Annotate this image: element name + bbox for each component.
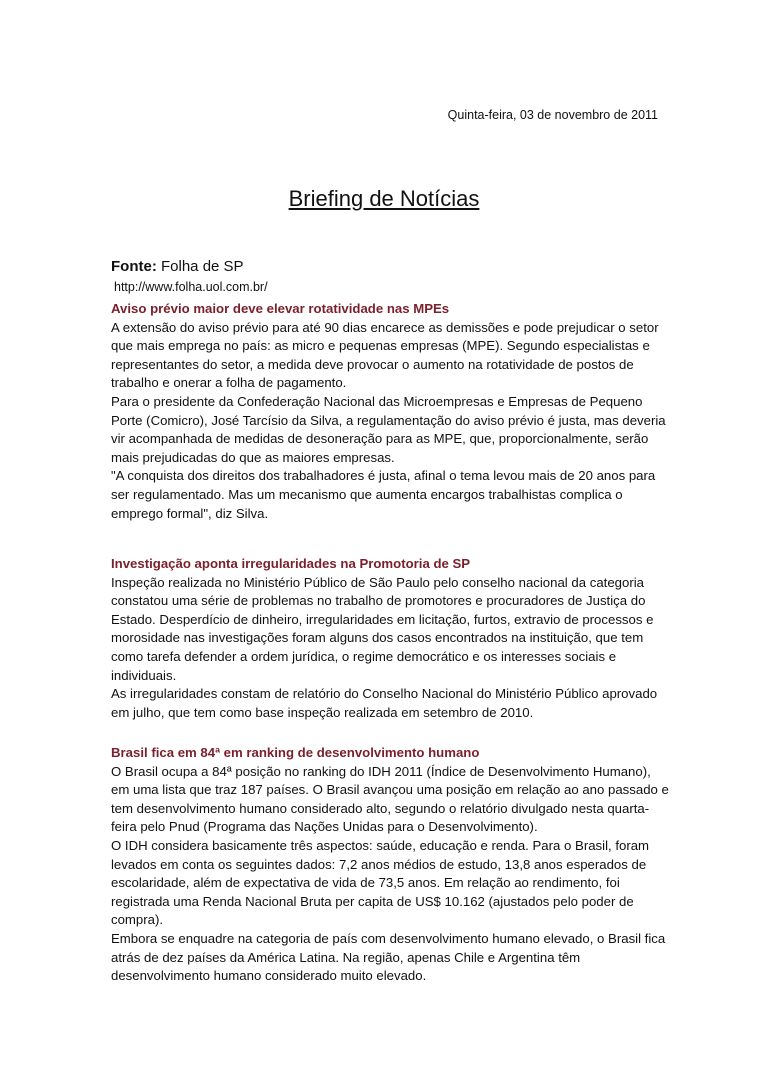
article-line: Para o presidente da Confederação Nacional das Microempresas e Empresas de Pequeno — [111, 393, 643, 409]
article-line: Porte (Comicro), José Tarcísio da Silva, a regulamentação do aviso prévio é justa, mas deveria — [111, 412, 666, 428]
article-line: registrada uma Renda Nacional Bruta per capita de US$ 10.162 (ajustados pelo poder de — [111, 893, 634, 909]
article-headline: Brasil fica em 84ª em ranking de desenvolvimento humano — [111, 745, 480, 760]
article-line: O IDH considera basicamente três aspectos: saúde, educação e renda. Para o Brasil, foram — [111, 837, 650, 853]
article-line: em julho, que tem como base inspeção realizada em setembro de 2010. — [111, 704, 534, 720]
article-line: "A conquista dos direitos dos trabalhadores é justa, afinal o tema levou mais de 20 anos para — [111, 468, 656, 484]
article-line: A extensão do aviso prévio para até 90 dias encarece as demissões e pode prejudicar o setor — [111, 319, 659, 335]
article-line: O Brasil ocupa a 84ª posição no ranking do IDH 2011 (Índice de Desenvolvimento Humano), — [111, 763, 651, 779]
article-idh-ranking — [111, 744, 669, 986]
article-line: constatou uma série de problemas no trabalho de promotores e procuradores de Justiça do — [111, 593, 646, 609]
article-line: Embora se enquadre na categoria de país com desenvolvimento humano elevado, o Brasil fica — [111, 930, 666, 946]
article-line: individuais. — [111, 667, 177, 683]
article-headline: Aviso prévio maior deve elevar rotatividade nas MPEs — [111, 301, 450, 316]
article-line: ser regulamentado. Mas um mecanismo que aumenta encargos trabalhistas complica o — [111, 486, 623, 502]
article-line: mais prejudicadas do que as maiores empresas. — [111, 449, 395, 465]
article-line: Inspeção realizada no Ministério Público de São Paulo pelo conselho nacional da categoria — [111, 574, 644, 590]
source-label: Fonte: — [111, 258, 157, 275]
article-line: como tarefa defender a ordem jurídica, o regime democrático e os interesses sociais e — [111, 648, 617, 664]
article-headline: Investigação aponta irregularidades na Promotoria de SP — [111, 556, 471, 571]
article-line: desenvolvimento humano considerado muito elevado. — [111, 968, 427, 984]
document-date: Quinta-feira, 03 de novembro de 2011 — [447, 108, 658, 122]
page-title: Briefing de Notícias — [288, 186, 480, 211]
article-line: As irregularidades constam de relatório do Conselho Nacional do Ministério Público aprovado — [111, 686, 658, 702]
article-line: emprego formal", diz Silva. — [111, 505, 269, 521]
article-line: em uma lista que traz 187 países. O Brasil avançou uma posição em relação ao ano passado e — [111, 782, 669, 798]
article-aviso-previo — [111, 300, 666, 523]
article-promotoria — [111, 555, 656, 722]
source-line — [111, 258, 244, 275]
article-line: feira pelo Pnud (Programa das Nações Unidas para o Desenvolvimento). — [111, 819, 538, 835]
article-line: escolaridade, além de expectativa de vida de 73,5 anos. Em relação ao rendimento, foi — [111, 875, 620, 891]
article-line: representantes do setor, a medida deve provocar o aumento na rotatividade de postos de — [111, 356, 634, 372]
article-line: compra). — [111, 912, 164, 928]
article-line: Estado. Desperdício de dinheiro, irregularidades em licitação, furtos, extravio de processos e — [111, 611, 654, 627]
article-line: tem desenvolvimento humano considerado alto, segundo o relatório divulgado nesta quarta- — [111, 800, 650, 816]
article-line: trabalho e onerar a folha de pagamento. — [111, 375, 347, 391]
article-line: atrás de dez países da América Latina. Na região, apenas Chile e Argentina têm — [111, 949, 581, 965]
source-url[interactable]: http://www.folha.uol.com.br/ — [114, 280, 268, 294]
article-line: levados em conta os seguintes dados: 7,2 anos médios de estudo, 13,8 anos esperados de — [111, 856, 647, 872]
article-line: morosidade nas investigações foram alguns dos casos encontrados na instituição, que tem — [111, 630, 644, 646]
article-line: que mais emprega no país: as micro e pequenas empresas (MPE). Segundo especialistas e — [111, 338, 650, 354]
source-name: Folha de SP — [161, 258, 244, 275]
article-line: vir acompanhada de medidas de desoneração para as MPE, que, proporcionalmente, serão — [111, 431, 649, 447]
